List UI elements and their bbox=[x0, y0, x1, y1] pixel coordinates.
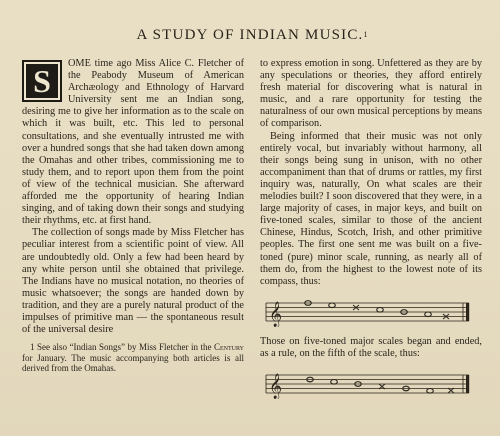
footnote bbox=[22, 342, 244, 374]
svg-text:𝄞: 𝄞 bbox=[269, 301, 283, 327]
paragraph-collection: The collection of songs made by Miss Fletcher has peculiar interest from a scientific point of view. All are undoubtedly old. Only a few had been heard by any white person until she obtained that privilege. The Indians have no musical notation, no theories of music whatsoever; the songs are handed down by tradition, and they are a purely natural product of the impulses of primitive man — the spontaneous result of the universal desire bbox=[22, 227, 244, 336]
article-title bbox=[22, 26, 482, 44]
drop-cap-initial: S bbox=[22, 60, 62, 102]
article-body bbox=[22, 58, 482, 408]
paragraph-scales: Being informed that their music was not only entirely vocal, but invariably without harmony, all their songs being sung in unison, with no other accompaniment than that of drums or rattles, my first inquiry was, naturally, On what scales are their melodies built? I soon discovered that they were, in a large majority of cases, in major keys, and built on five-toned scales, similar to those of the ancient Chinese, Hindus, Scotch, Irish, and other primitive peoples. The first one sent me was built on a five-toned (pure) minor scale, running, as nearly all of them do, from the highest to the lowest note of its compass, thus: bbox=[260, 130, 482, 287]
music-staff-major-scale bbox=[264, 369, 474, 399]
footnote-text-start: 1 See also “Indian Songs” by Miss Fletcher in the bbox=[30, 342, 214, 353]
footnote-text-end: for January. The music accompanying both articles is all derived from the Omahas. bbox=[22, 352, 244, 374]
footnote-magazine-name: Century bbox=[213, 342, 244, 353]
paragraph-major-scales: Those on five-toned major scales began and ended, as a rule, on the fifth of the scale, thus: bbox=[260, 335, 482, 359]
article-title-text: A STUDY OF INDIAN MUSIC. bbox=[136, 27, 364, 43]
paragraph-continuation: to express emotion in song. Unfettered as they are by any speculations or theories, they afford entirely fresh material for discovering what is natural in music, and a rare opportunity for testing the naturalness of our own musical perceptions by means of comparison. bbox=[260, 58, 482, 130]
column-right bbox=[260, 58, 482, 408]
svg-text:𝄞: 𝄞 bbox=[269, 373, 283, 399]
music-staff-minor-scale bbox=[264, 297, 474, 327]
column-left bbox=[22, 58, 244, 408]
paragraph-intro bbox=[22, 58, 244, 227]
title-footnote-marker: 1 bbox=[363, 30, 368, 39]
paragraph-intro-text: OME time ago Miss Alice C. Fletcher of the Peabody Museum of American Archæology and Ethnology of Harvard University sent me an Indian song, desiring me to give her information as to the scale on which it was built, etc. This led to personal consultations, and she eventually intrusted me with over a hundred songs that she had taken down among the Omahas and other tribes, commissioning me to study them, and to report upon them from the point of view of the technical musician. She afterward afforded me the opportunity of hearing Indian singing, and of taking down their songs and studying their rhythms, etc. at first hand. bbox=[22, 58, 244, 227]
